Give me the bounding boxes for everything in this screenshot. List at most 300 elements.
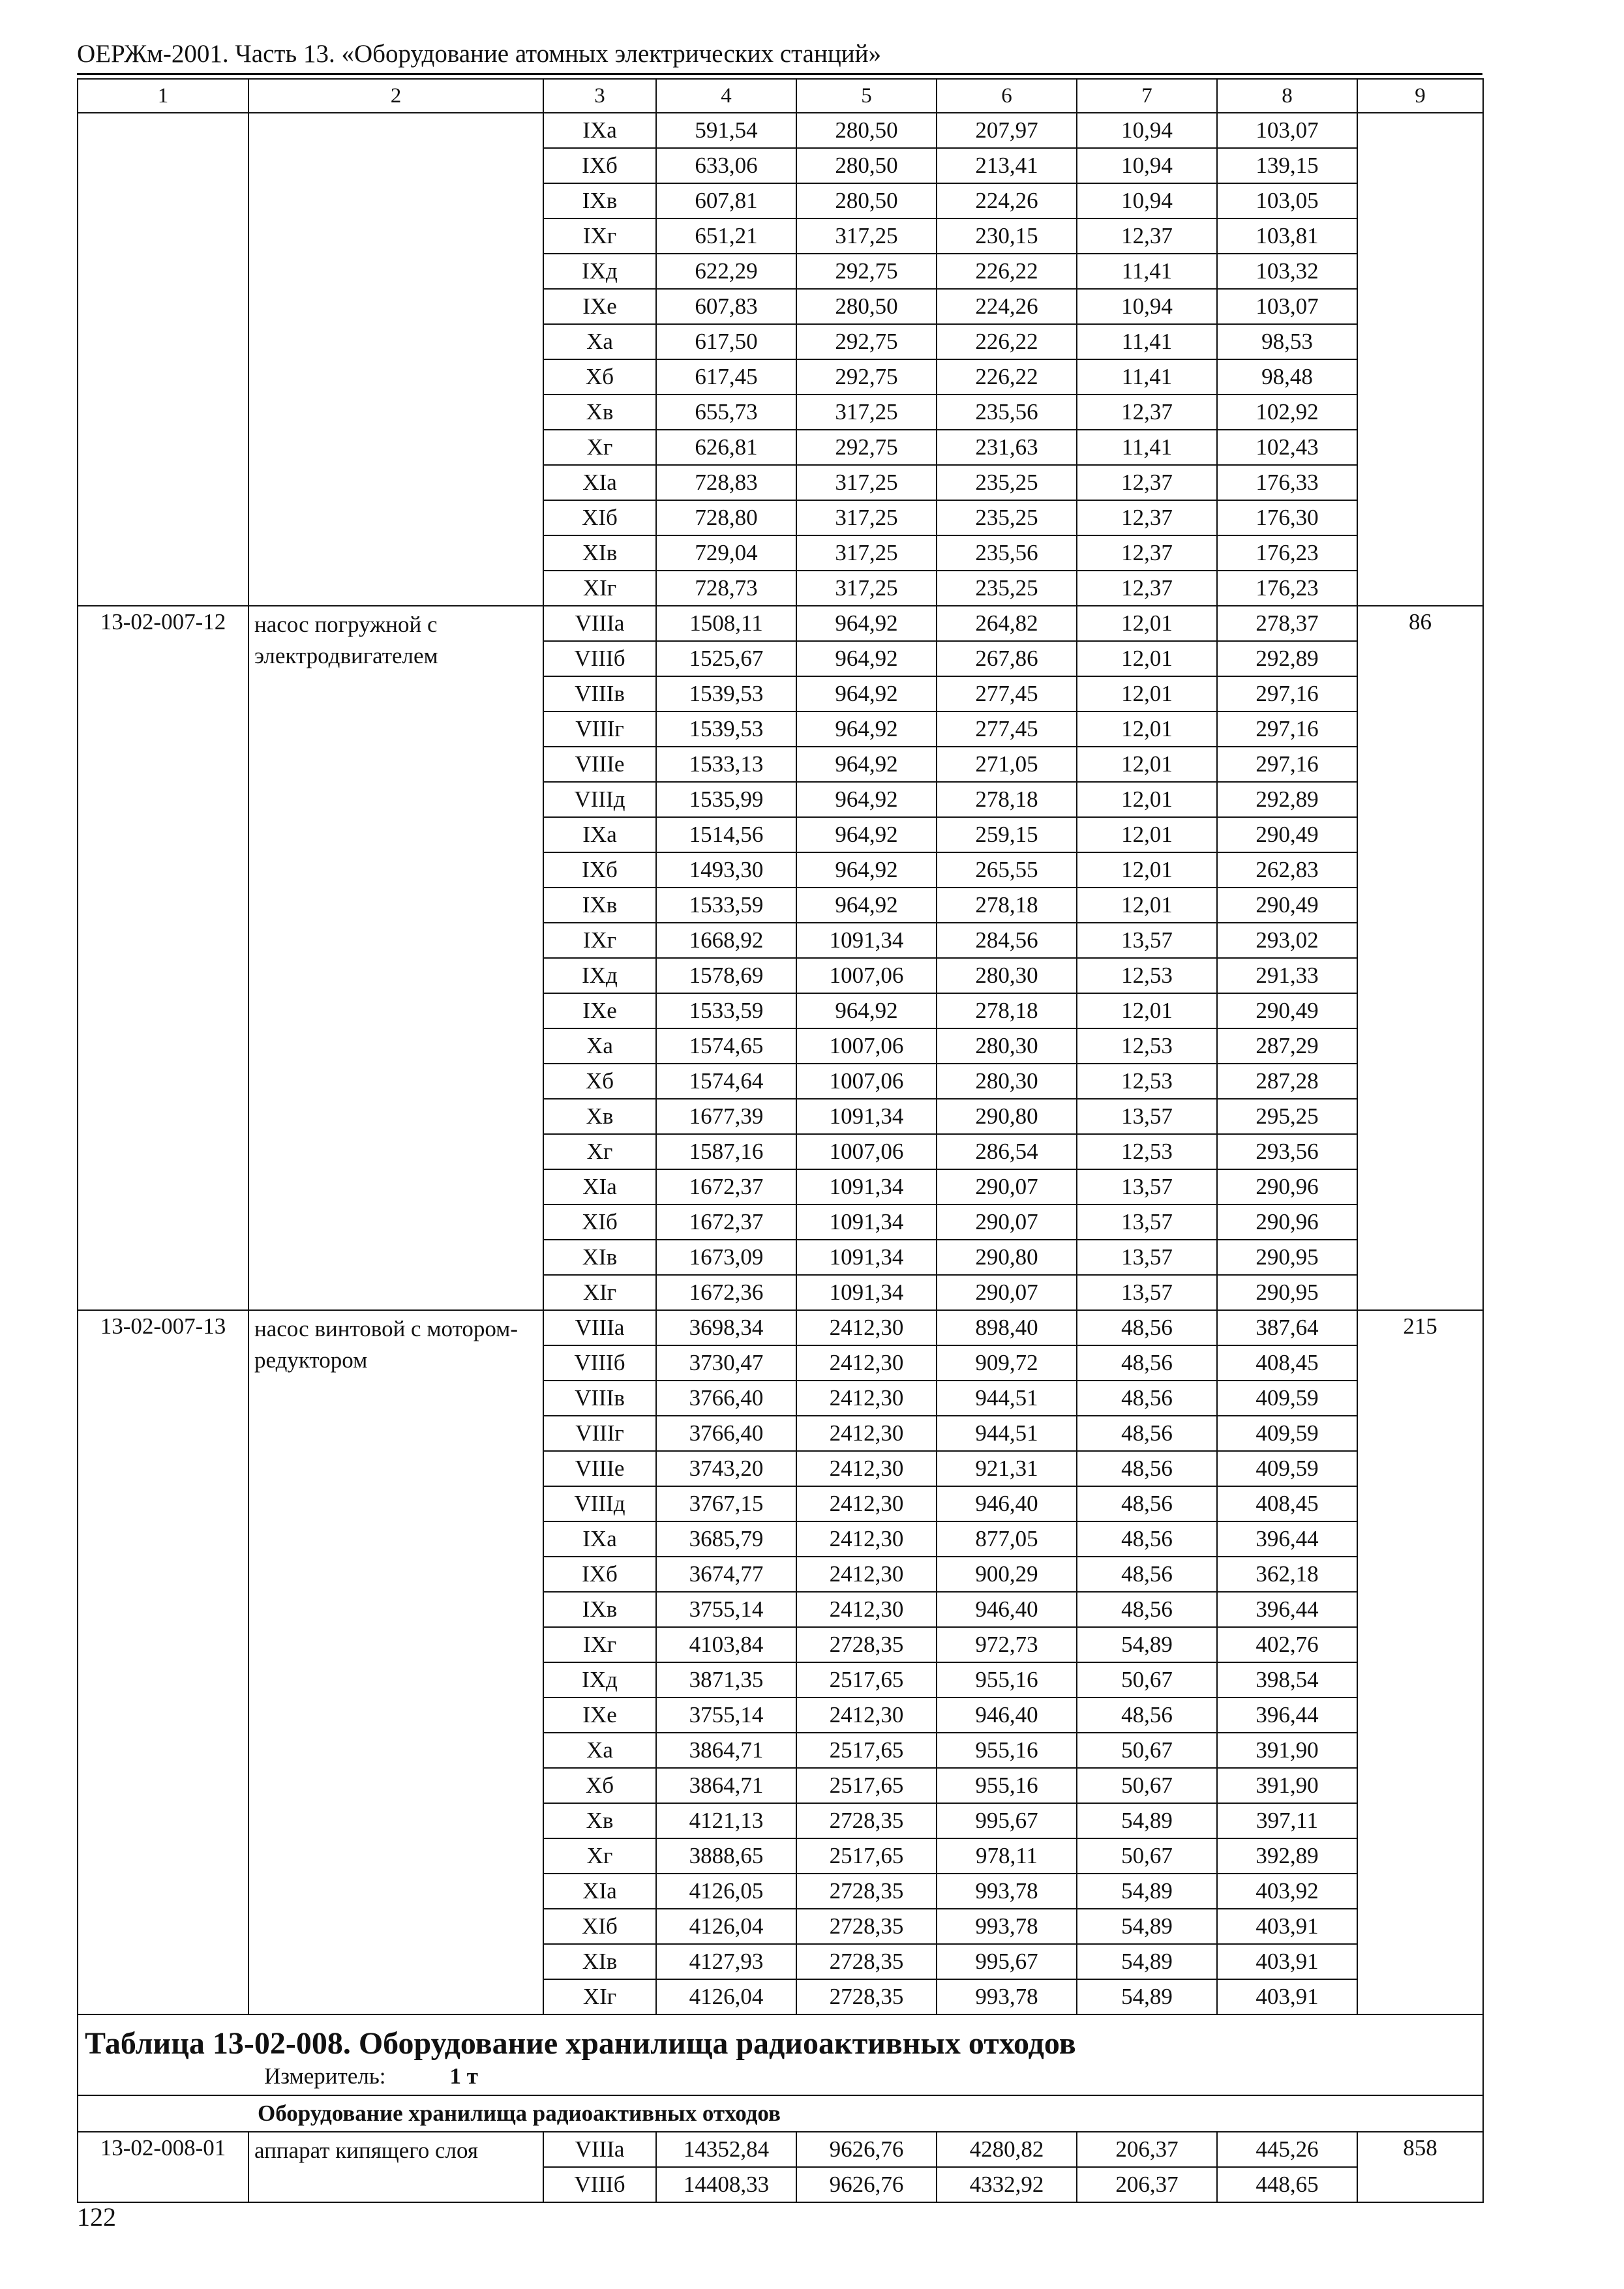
value-cell: 972,73 (937, 1627, 1077, 1662)
value-cell: 48,56 (1077, 1698, 1217, 1733)
value-cell: 3755,14 (656, 1592, 796, 1627)
value-cell: 278,18 (937, 888, 1077, 923)
value-cell: 1533,59 (656, 888, 796, 923)
price-zone-cell: XIа (543, 1169, 656, 1204)
value-cell: 290,49 (1217, 817, 1357, 852)
value-cell: 955,16 (937, 1662, 1077, 1698)
value-cell: 235,25 (937, 465, 1077, 500)
value-cell: 293,56 (1217, 1134, 1357, 1169)
value-cell: 398,54 (1217, 1662, 1357, 1698)
value-cell: 964,92 (796, 711, 937, 747)
column-number-row (78, 79, 1483, 113)
value-cell: 408,45 (1217, 1486, 1357, 1521)
value-cell: 944,51 (937, 1416, 1077, 1451)
value-cell: 729,04 (656, 535, 796, 571)
rate-code: 13-02-007-12 (78, 606, 248, 1310)
value-cell: 402,76 (1217, 1627, 1357, 1662)
value-cell: 235,25 (937, 500, 1077, 535)
value-cell: 10,94 (1077, 289, 1217, 324)
value-cell: 622,29 (656, 254, 796, 289)
value-cell: 1673,09 (656, 1240, 796, 1275)
value-cell: 12,37 (1077, 535, 1217, 571)
value-cell: 946,40 (937, 1592, 1077, 1627)
price-zone-cell: VIIIб (543, 641, 656, 676)
value-cell: 11,41 (1077, 430, 1217, 465)
value-cell: 1672,36 (656, 1275, 796, 1310)
price-zone-cell: IXд (543, 958, 656, 993)
value-cell: 226,22 (937, 359, 1077, 395)
value-cell: 2728,35 (796, 1627, 937, 1662)
value-cell: 12,37 (1077, 571, 1217, 606)
value-cell: 293,02 (1217, 923, 1357, 958)
value-cell: 12,01 (1077, 641, 1217, 676)
value-cell: 2412,30 (796, 1310, 937, 1345)
price-zone-cell: IXе (543, 289, 656, 324)
value-cell: 3888,65 (656, 1838, 796, 1874)
value-cell: 292,75 (796, 359, 937, 395)
value-cell: 4126,05 (656, 1874, 796, 1909)
value-cell: 48,56 (1077, 1557, 1217, 1592)
rate-code: 13-02-007-13 (78, 1310, 248, 2014)
value-cell: 2517,65 (796, 1768, 937, 1803)
value-cell: 291,33 (1217, 958, 1357, 993)
rate-name: насос винтовой с мотором-редуктором (248, 1310, 543, 2014)
value-cell: 392,89 (1217, 1838, 1357, 1874)
value-cell: 1668,92 (656, 923, 796, 958)
value-cell: 409,59 (1217, 1451, 1357, 1486)
value-cell: 995,67 (937, 1944, 1077, 1979)
column-number: 1 (78, 79, 248, 113)
value-cell: 176,23 (1217, 571, 1357, 606)
price-zone-cell: VIIIб (543, 1345, 656, 1381)
value-cell: 12,01 (1077, 606, 1217, 641)
column-number: 4 (656, 79, 796, 113)
measure-label: Измеритель: (264, 2063, 386, 2089)
price-zone-cell: IXб (543, 852, 656, 888)
value-cell: 877,05 (937, 1521, 1077, 1557)
value-cell: 103,32 (1217, 254, 1357, 289)
value-cell: 955,16 (937, 1733, 1077, 1768)
value-cell: 964,92 (796, 641, 937, 676)
value-cell: 387,64 (1217, 1310, 1357, 1345)
value-cell: 9626,76 (796, 2132, 937, 2167)
value-cell: 1514,56 (656, 817, 796, 852)
table-row (78, 1310, 1483, 1345)
value-cell: 297,16 (1217, 676, 1357, 711)
price-zone-cell: Xг (543, 1838, 656, 1874)
value-cell: 728,73 (656, 571, 796, 606)
value-cell: 651,21 (656, 218, 796, 254)
table-008-title-cell (78, 2014, 1483, 2095)
value-cell: 297,16 (1217, 747, 1357, 782)
value-cell: 964,92 (796, 747, 937, 782)
value-cell: 54,89 (1077, 1909, 1217, 1944)
value-cell: 235,56 (937, 535, 1077, 571)
value-cell: 4121,13 (656, 1803, 796, 1838)
value-cell: 103,07 (1217, 113, 1357, 148)
price-zone-cell: XIв (543, 1944, 656, 1979)
value-cell: 10,94 (1077, 113, 1217, 148)
value-cell: 409,59 (1217, 1416, 1357, 1451)
value-cell: 295,25 (1217, 1099, 1357, 1134)
value-cell: 1539,53 (656, 711, 796, 747)
value-cell: 280,50 (796, 113, 937, 148)
value-cell: 50,67 (1077, 1733, 1217, 1768)
value-cell: 591,54 (656, 113, 796, 148)
price-zone-cell: Xв (543, 1803, 656, 1838)
value-cell: 964,92 (796, 782, 937, 817)
value-cell: 3755,14 (656, 1698, 796, 1733)
value-cell: 12,01 (1077, 782, 1217, 817)
price-zone-cell: XIб (543, 1204, 656, 1240)
equipment-mass: 86 (1357, 606, 1483, 1310)
value-cell: 48,56 (1077, 1310, 1217, 1345)
value-cell: 103,81 (1217, 218, 1357, 254)
value-cell: 271,05 (937, 747, 1077, 782)
rates-table-body (78, 79, 1483, 2014)
rate-code: 13-02-008-01 (78, 2132, 248, 2202)
page-number: 122 (77, 2202, 116, 2232)
value-cell: 995,67 (937, 1803, 1077, 1838)
value-cell: 1587,16 (656, 1134, 796, 1169)
value-cell: 48,56 (1077, 1416, 1217, 1451)
value-cell: 98,48 (1217, 359, 1357, 395)
price-zone-cell: Xг (543, 430, 656, 465)
value-cell: 139,15 (1217, 148, 1357, 183)
value-cell: 607,81 (656, 183, 796, 218)
value-cell: 235,25 (937, 571, 1077, 606)
value-cell: 230,15 (937, 218, 1077, 254)
price-zone-cell: Xа (543, 1028, 656, 1064)
value-cell: 13,57 (1077, 1240, 1217, 1275)
value-cell: 993,78 (937, 1874, 1077, 1909)
value-cell: 1574,64 (656, 1064, 796, 1099)
value-cell: 280,50 (796, 289, 937, 324)
value-cell: 290,80 (937, 1099, 1077, 1134)
price-zone-cell: Xб (543, 1768, 656, 1803)
price-zone-cell: IXе (543, 1698, 656, 1733)
value-cell: 898,40 (937, 1310, 1077, 1345)
value-cell: 13,57 (1077, 1275, 1217, 1310)
value-cell: 1091,34 (796, 1099, 937, 1134)
value-cell: 2517,65 (796, 1733, 937, 1768)
value-cell: 50,67 (1077, 1768, 1217, 1803)
value-cell: 48,56 (1077, 1592, 1217, 1627)
value-cell: 12,37 (1077, 465, 1217, 500)
value-cell: 1578,69 (656, 958, 796, 993)
price-zone-cell: IXг (543, 923, 656, 958)
value-cell: 176,23 (1217, 535, 1357, 571)
value-cell: 12,01 (1077, 747, 1217, 782)
value-cell: 921,31 (937, 1451, 1077, 1486)
value-cell: 2517,65 (796, 1838, 937, 1874)
value-cell: 292,75 (796, 254, 937, 289)
price-zone-cell: IXд (543, 254, 656, 289)
value-cell: 2728,35 (796, 1979, 937, 2014)
column-number: 7 (1077, 79, 1217, 113)
value-cell: 278,37 (1217, 606, 1357, 641)
table-008-measure (85, 2062, 1482, 2091)
value-cell: 292,89 (1217, 641, 1357, 676)
column-number: 5 (796, 79, 937, 113)
price-zone-cell: IXв (543, 183, 656, 218)
price-zone-cell: IXа (543, 817, 656, 852)
value-cell: 2412,30 (796, 1381, 937, 1416)
price-zone-cell: XIг (543, 571, 656, 606)
value-cell: 10,94 (1077, 183, 1217, 218)
price-zone-cell: XIа (543, 1874, 656, 1909)
value-cell: 2517,65 (796, 1662, 937, 1698)
value-cell: 10,94 (1077, 148, 1217, 183)
table-row (78, 606, 1483, 641)
value-cell: 3766,40 (656, 1381, 796, 1416)
price-zone-cell: IXе (543, 993, 656, 1028)
value-cell: 290,96 (1217, 1204, 1357, 1240)
value-cell: 1533,13 (656, 747, 796, 782)
price-zone-cell: Xв (543, 395, 656, 430)
value-cell: 290,07 (937, 1275, 1077, 1310)
value-cell: 54,89 (1077, 1803, 1217, 1838)
value-cell: 3864,71 (656, 1733, 796, 1768)
value-cell: 13,57 (1077, 923, 1217, 958)
value-cell: 290,07 (937, 1204, 1077, 1240)
value-cell: 408,45 (1217, 1345, 1357, 1381)
value-cell: 280,30 (937, 958, 1077, 993)
value-cell: 14352,84 (656, 2132, 796, 2167)
value-cell: 1007,06 (796, 1064, 937, 1099)
value-cell: 1508,11 (656, 606, 796, 641)
value-cell: 617,50 (656, 324, 796, 359)
value-cell: 12,01 (1077, 852, 1217, 888)
rate-name: насос погружной с электродвигателем (248, 606, 543, 1310)
value-cell: 290,80 (937, 1240, 1077, 1275)
value-cell: 11,41 (1077, 324, 1217, 359)
value-cell: 2412,30 (796, 1416, 937, 1451)
price-zone-cell: VIIIа (543, 1310, 656, 1345)
value-cell: 964,92 (796, 676, 937, 711)
value-cell: 2412,30 (796, 1486, 937, 1521)
value-cell: 946,40 (937, 1486, 1077, 1521)
value-cell: 2728,35 (796, 1803, 937, 1838)
value-cell: 48,56 (1077, 1451, 1217, 1486)
table-008-body (78, 2132, 1483, 2202)
price-zone-cell: XIб (543, 1909, 656, 1944)
value-cell: 978,11 (937, 1838, 1077, 1874)
value-cell: 2412,30 (796, 1345, 937, 1381)
value-cell: 946,40 (937, 1698, 1077, 1733)
column-number: 2 (248, 79, 543, 113)
value-cell: 1091,34 (796, 1240, 937, 1275)
value-cell: 317,25 (796, 571, 937, 606)
value-cell: 226,22 (937, 254, 1077, 289)
value-cell: 1007,06 (796, 1028, 937, 1064)
value-cell: 1677,39 (656, 1099, 796, 1134)
value-cell: 54,89 (1077, 1944, 1217, 1979)
equipment-mass (1357, 113, 1483, 606)
value-cell: 287,28 (1217, 1064, 1357, 1099)
value-cell: 396,44 (1217, 1521, 1357, 1557)
price-zone-cell: Xа (543, 324, 656, 359)
value-cell: 607,83 (656, 289, 796, 324)
value-cell: 317,25 (796, 465, 937, 500)
value-cell: 265,55 (937, 852, 1077, 888)
price-zone-cell: XIв (543, 535, 656, 571)
value-cell: 213,41 (937, 148, 1077, 183)
value-cell: 2412,30 (796, 1592, 937, 1627)
price-zone-cell: VIIIв (543, 676, 656, 711)
value-cell: 231,63 (937, 430, 1077, 465)
value-cell: 1493,30 (656, 852, 796, 888)
value-cell: 1091,34 (796, 1275, 937, 1310)
value-cell: 964,92 (796, 993, 937, 1028)
value-cell: 12,53 (1077, 1134, 1217, 1169)
value-cell: 12,01 (1077, 711, 1217, 747)
value-cell: 206,37 (1077, 2167, 1217, 2202)
value-cell: 617,45 (656, 359, 796, 395)
value-cell: 964,92 (796, 852, 937, 888)
value-cell: 1533,59 (656, 993, 796, 1028)
value-cell: 277,45 (937, 711, 1077, 747)
price-zone-cell: IXа (543, 1521, 656, 1557)
rate-name: аппарат кипящего слоя (248, 2132, 543, 2202)
value-cell: 235,56 (937, 395, 1077, 430)
value-cell: 98,53 (1217, 324, 1357, 359)
value-cell: 3871,35 (656, 1662, 796, 1698)
value-cell: 955,16 (937, 1768, 1077, 1803)
value-cell: 1574,65 (656, 1028, 796, 1064)
value-cell: 728,80 (656, 500, 796, 535)
price-zone-cell: VIIIг (543, 711, 656, 747)
value-cell: 262,83 (1217, 852, 1357, 888)
equipment-mass: 858 (1357, 2132, 1483, 2202)
value-cell: 964,92 (796, 606, 937, 641)
table-008-header (78, 2014, 1483, 2132)
price-zone-cell: VIIIе (543, 1451, 656, 1486)
value-cell: 993,78 (937, 1909, 1077, 1944)
price-zone-cell: Xа (543, 1733, 656, 1768)
value-cell: 290,96 (1217, 1169, 1357, 1204)
value-cell: 290,95 (1217, 1275, 1357, 1310)
value-cell: 626,81 (656, 430, 796, 465)
price-zone-cell: VIIIа (543, 606, 656, 641)
value-cell: 403,92 (1217, 1874, 1357, 1909)
value-cell: 448,65 (1217, 2167, 1357, 2202)
price-zone-cell: VIIIг (543, 1416, 656, 1451)
value-cell: 277,45 (937, 676, 1077, 711)
value-cell: 2412,30 (796, 1521, 937, 1557)
value-cell: 403,91 (1217, 1979, 1357, 2014)
value-cell: 964,92 (796, 888, 937, 923)
value-cell: 278,18 (937, 782, 1077, 817)
value-cell: 3864,71 (656, 1768, 796, 1803)
table-008-section: Оборудование хранилища радиоактивных отходов (78, 2095, 1483, 2132)
value-cell: 1525,67 (656, 641, 796, 676)
price-zone-cell: XIг (543, 1275, 656, 1310)
value-cell: 3767,15 (656, 1486, 796, 1521)
value-cell: 12,37 (1077, 395, 1217, 430)
value-cell: 54,89 (1077, 1874, 1217, 1909)
value-cell: 4103,84 (656, 1627, 796, 1662)
value-cell: 1672,37 (656, 1204, 796, 1240)
value-cell: 633,06 (656, 148, 796, 183)
value-cell: 4126,04 (656, 1979, 796, 2014)
header-rule (77, 73, 1482, 75)
value-cell: 292,75 (796, 430, 937, 465)
value-cell: 12,01 (1077, 817, 1217, 852)
value-cell: 259,15 (937, 817, 1077, 852)
price-zone-cell: Xг (543, 1134, 656, 1169)
equipment-mass: 215 (1357, 1310, 1483, 2014)
value-cell: 445,26 (1217, 2132, 1357, 2167)
table-row (78, 113, 1483, 148)
value-cell: 1007,06 (796, 958, 937, 993)
column-number: 3 (543, 79, 656, 113)
value-cell: 3743,20 (656, 1451, 796, 1486)
value-cell: 292,89 (1217, 782, 1357, 817)
value-cell: 3698,34 (656, 1310, 796, 1345)
price-zone-cell: XIа (543, 465, 656, 500)
value-cell: 403,91 (1217, 1944, 1357, 1979)
rate-name (248, 113, 543, 606)
price-zone-cell: VIIIд (543, 1486, 656, 1521)
price-zone-cell: Xб (543, 359, 656, 395)
price-zone-cell: XIб (543, 500, 656, 535)
value-cell: 267,86 (937, 641, 1077, 676)
value-cell: 1091,34 (796, 1204, 937, 1240)
value-cell: 13,57 (1077, 1169, 1217, 1204)
value-cell: 993,78 (937, 1979, 1077, 2014)
value-cell: 12,53 (1077, 958, 1217, 993)
value-cell: 1539,53 (656, 676, 796, 711)
table-008-title-row (78, 2014, 1483, 2095)
value-cell: 12,01 (1077, 993, 1217, 1028)
value-cell: 280,50 (796, 183, 937, 218)
value-cell: 396,44 (1217, 1592, 1357, 1627)
value-cell: 284,56 (937, 923, 1077, 958)
price-zone-cell: IXв (543, 1592, 656, 1627)
price-zone-cell: XIв (543, 1240, 656, 1275)
value-cell: 50,67 (1077, 1662, 1217, 1698)
value-cell: 1535,99 (656, 782, 796, 817)
value-cell: 290,49 (1217, 888, 1357, 923)
price-zone-cell: IXв (543, 888, 656, 923)
price-zone-cell: IXа (543, 113, 656, 148)
value-cell: 396,44 (1217, 1698, 1357, 1733)
table-008-title: Таблица 13-02-008. Оборудование хранилища радиоактивных отходов (85, 2026, 1076, 2061)
value-cell: 103,05 (1217, 183, 1357, 218)
value-cell: 4280,82 (937, 2132, 1077, 2167)
value-cell: 286,54 (937, 1134, 1077, 1169)
value-cell: 176,33 (1217, 465, 1357, 500)
value-cell: 102,43 (1217, 430, 1357, 465)
value-cell: 409,59 (1217, 1381, 1357, 1416)
price-zone-cell: VIIIб (543, 2167, 656, 2202)
value-cell: 391,90 (1217, 1733, 1357, 1768)
value-cell: 280,30 (937, 1064, 1077, 1099)
value-cell: 2412,30 (796, 1698, 937, 1733)
value-cell: 728,83 (656, 465, 796, 500)
price-zone-cell: VIIIв (543, 1381, 656, 1416)
value-cell: 264,82 (937, 606, 1077, 641)
page-header-title: ОЕРЖм-2001. Часть 13. «Оборудование атомных электрических станций» (77, 40, 881, 68)
value-cell: 2412,30 (796, 1451, 937, 1486)
value-cell: 317,25 (796, 500, 937, 535)
price-zone-cell: VIIIа (543, 2132, 656, 2167)
value-cell: 290,95 (1217, 1240, 1357, 1275)
value-cell: 1007,06 (796, 1134, 937, 1169)
value-cell: 54,89 (1077, 1979, 1217, 2014)
value-cell: 278,18 (937, 993, 1077, 1028)
